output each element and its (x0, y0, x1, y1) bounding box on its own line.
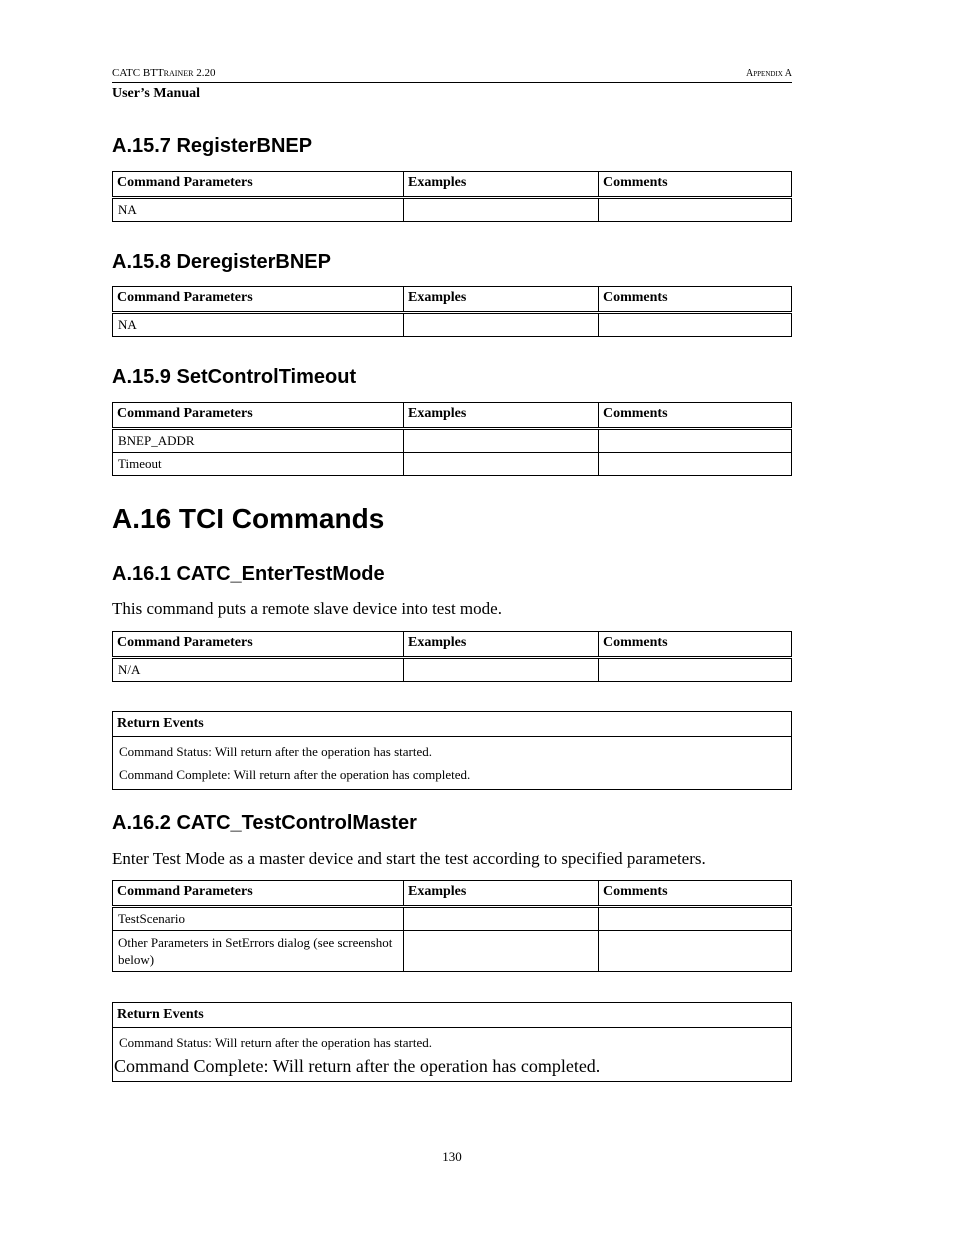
section-heading-entertestmode: A.16.1 CATC_EnterTestMode (112, 563, 385, 585)
col-header-params: Command Parameters (113, 881, 404, 907)
col-header-examples: Examples (404, 632, 599, 658)
param-cell: Timeout (113, 453, 404, 476)
return-events-header: Return Events (113, 712, 792, 737)
col-header-examples: Examples (404, 403, 599, 429)
col-header-params: Command Parameters (113, 172, 404, 198)
params-table-deregisterbnep (112, 286, 792, 337)
header-subtitle: User’s Manual (112, 86, 201, 101)
params-table-registerbnep (112, 171, 792, 222)
table-row (113, 198, 792, 222)
params-table-entertestmode (112, 631, 792, 682)
return-event: Command Complete: Will return after the operation has completed. (114, 1056, 601, 1076)
col-header-examples: Examples (404, 172, 599, 198)
return-event: Command Status: Will return after the operation has started. (119, 744, 432, 759)
page-number: 130 (442, 1149, 462, 1164)
chapter-heading: A.16 TCI Commands (112, 503, 385, 534)
col-header-comments: Comments (599, 881, 792, 907)
param-cell: N/A (113, 658, 404, 682)
param-cell: Other Parameters in SetErrors dialog (see screenshot below) (113, 931, 404, 972)
param-cell: BNEP_ADDR (113, 429, 404, 453)
col-header-params: Command Parameters (113, 403, 404, 429)
param-cell: NA (113, 198, 404, 222)
col-header-params: Command Parameters (113, 632, 404, 658)
section-heading-testcontrolmaster: A.16.2 CATC_TestControlMaster (112, 812, 417, 834)
col-header-examples: Examples (404, 881, 599, 907)
header-product: CATC BTTrainer 2.20 (112, 67, 216, 79)
return-event: Command Complete: Will return after the operation has completed. (119, 767, 471, 782)
table-row (113, 658, 792, 682)
params-table-testcontrolmaster (112, 880, 792, 972)
return-event: Command Status: Will return after the operation has started. (119, 1035, 432, 1050)
col-header-comments: Comments (599, 632, 792, 658)
section-heading-registerbnep: A.15.7 RegisterBNEP (112, 135, 313, 157)
col-header-params: Command Parameters (113, 287, 404, 313)
params-table-setcontroltimeout (112, 402, 792, 476)
section-description: This command puts a remote slave device into test mode. (112, 599, 502, 618)
col-header-comments: Comments (599, 172, 792, 198)
return-events-table-testcontrolmaster (112, 1002, 792, 1082)
return-events-header: Return Events (113, 1003, 792, 1028)
header-appendix: Appendix A (746, 68, 792, 79)
param-cell: TestScenario (113, 907, 404, 931)
table-row (113, 313, 792, 337)
table-row (113, 907, 792, 931)
section-heading-deregisterbnep: A.15.8 DeregisterBNEP (112, 251, 331, 273)
col-header-examples: Examples (404, 287, 599, 313)
param-cell: NA (113, 313, 404, 337)
table-row (113, 931, 792, 972)
col-header-comments: Comments (599, 287, 792, 313)
table-row (113, 453, 792, 476)
section-heading-setcontroltimeout: A.15.9 SetControlTimeout (112, 366, 357, 388)
running-header (112, 67, 792, 83)
table-row (113, 429, 792, 453)
section-description: Enter Test Mode as a master device and start the test according to specified parameters. (112, 849, 706, 868)
return-events-table-entertestmode (112, 711, 792, 790)
col-header-comments: Comments (599, 403, 792, 429)
